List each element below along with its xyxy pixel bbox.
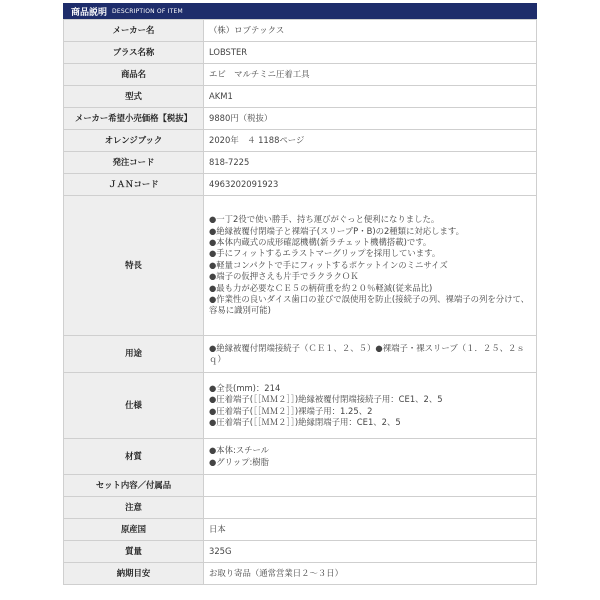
label-orange-book: オレンジブック [64, 130, 204, 152]
feature-line: ●手にフィットするエラストマーグリップを採用しています。 [209, 248, 441, 259]
material-line: ●グリップ:樹脂 [209, 456, 270, 467]
row-price [64, 108, 537, 130]
description-header [63, 3, 537, 19]
label-product: 商品名 [64, 64, 204, 86]
material-line: ●本体:スチール [209, 445, 270, 456]
row-note [64, 497, 537, 519]
description-panel [63, 3, 537, 585]
spec-table [63, 19, 537, 585]
label-price: メーカー希望小売価格【税抜】 [64, 108, 204, 130]
value-model: AKM1 [204, 86, 537, 108]
feature-line: ●端子の仮押さえも片手でラクラクＯＫ [209, 271, 359, 282]
spec-line: ●圧着端子(［［ＭＭ２］］)絶縁被覆付閉端接続子用：CE1、2、5 [209, 394, 443, 405]
row-maker [64, 20, 537, 42]
row-orange-book [64, 130, 537, 152]
value-product: エビ マルチミニ圧着工具 [204, 64, 537, 86]
row-weight [64, 541, 537, 563]
value-material [204, 439, 537, 475]
value-order-code: 818-7225 [204, 152, 537, 174]
row-origin [64, 519, 537, 541]
row-jan [64, 174, 537, 196]
value-jan: 4963202091923 [204, 174, 537, 196]
row-delivery [64, 563, 537, 585]
label-model: 型式 [64, 86, 204, 108]
label-usage: 用途 [64, 336, 204, 373]
row-order-code [64, 152, 537, 174]
header-title-en: DESCRIPTION OF ITEM [112, 7, 183, 15]
feature-line: ●一丁2役で使い勝手、持ち運びがぐっと便利になりました。 [209, 214, 440, 225]
row-model [64, 86, 537, 108]
label-origin: 原産国 [64, 519, 204, 541]
value-usage [204, 336, 537, 373]
value-orange-book: 2020年 ４ 1188ページ [204, 130, 537, 152]
value-maker: （株）ロブテックス [204, 20, 537, 42]
usage-text: ●絶縁被覆付閉端接続子（ＣＥ１、２、５）●裸端子・裸スリーブ（１．２５、２ｓｑ） [209, 342, 525, 364]
header-title-jp: 商品説明 [71, 7, 108, 18]
value-set-contents [204, 475, 537, 497]
row-brand [64, 42, 537, 64]
value-price: 9880円（税抜） [204, 108, 537, 130]
value-weight: 325G [204, 541, 537, 563]
feature-line: ●絶縁被覆付閉端子と裸端子(スリーブP・B)の2種類に対応します。 [209, 225, 464, 236]
value-brand: LOBSTER [204, 42, 537, 64]
feature-line: ●本体内蔵式の成形確認機構(新ラチェット機構搭載)です。 [209, 236, 432, 247]
label-note: 注意 [64, 497, 204, 519]
label-delivery: 納期目安 [64, 563, 204, 585]
value-delivery: お取り寄品（通常営業日２～３日） [204, 563, 537, 585]
row-material [64, 439, 537, 475]
label-features: 特長 [64, 196, 204, 336]
row-set-contents [64, 475, 537, 497]
row-usage [64, 336, 537, 373]
feature-line: ●軽量コンパクトで手にフィットするポケットインのミニサイズ [209, 259, 448, 270]
label-material: 材質 [64, 439, 204, 475]
feature-line: ●最も力が必要なＣＥ５の柄荷重を約２０％軽減(従来品比) [209, 282, 433, 293]
label-spec: 仕様 [64, 373, 204, 439]
value-features [204, 196, 537, 336]
label-jan: ＪＡＮコード [64, 174, 204, 196]
value-origin: 日本 [204, 519, 537, 541]
label-set-contents: セット内容／付属品 [64, 475, 204, 497]
spec-line: ●全長(mm)：214 [209, 382, 281, 393]
label-weight: 質量 [64, 541, 204, 563]
row-product [64, 64, 537, 86]
label-order-code: 発注コード [64, 152, 204, 174]
value-spec [204, 373, 537, 439]
feature-line: ●作業性の良いダイス歯口の並びで誤使用を防止(接続子の列、裸端子の列を分けて、容易に識別可能) [209, 294, 530, 316]
row-features [64, 196, 537, 336]
label-brand: ブラス名称 [64, 42, 204, 64]
value-note [204, 497, 537, 519]
spec-line: ●圧着端子(［［ＭＭ２］］)裸端子用：1.25、2 [209, 405, 373, 416]
spec-line: ●圧着端子(［［ＭＭ２］］)絶縁閉端子用：CE1、2、5 [209, 416, 401, 427]
label-maker: メーカー名 [64, 20, 204, 42]
row-spec [64, 373, 537, 439]
